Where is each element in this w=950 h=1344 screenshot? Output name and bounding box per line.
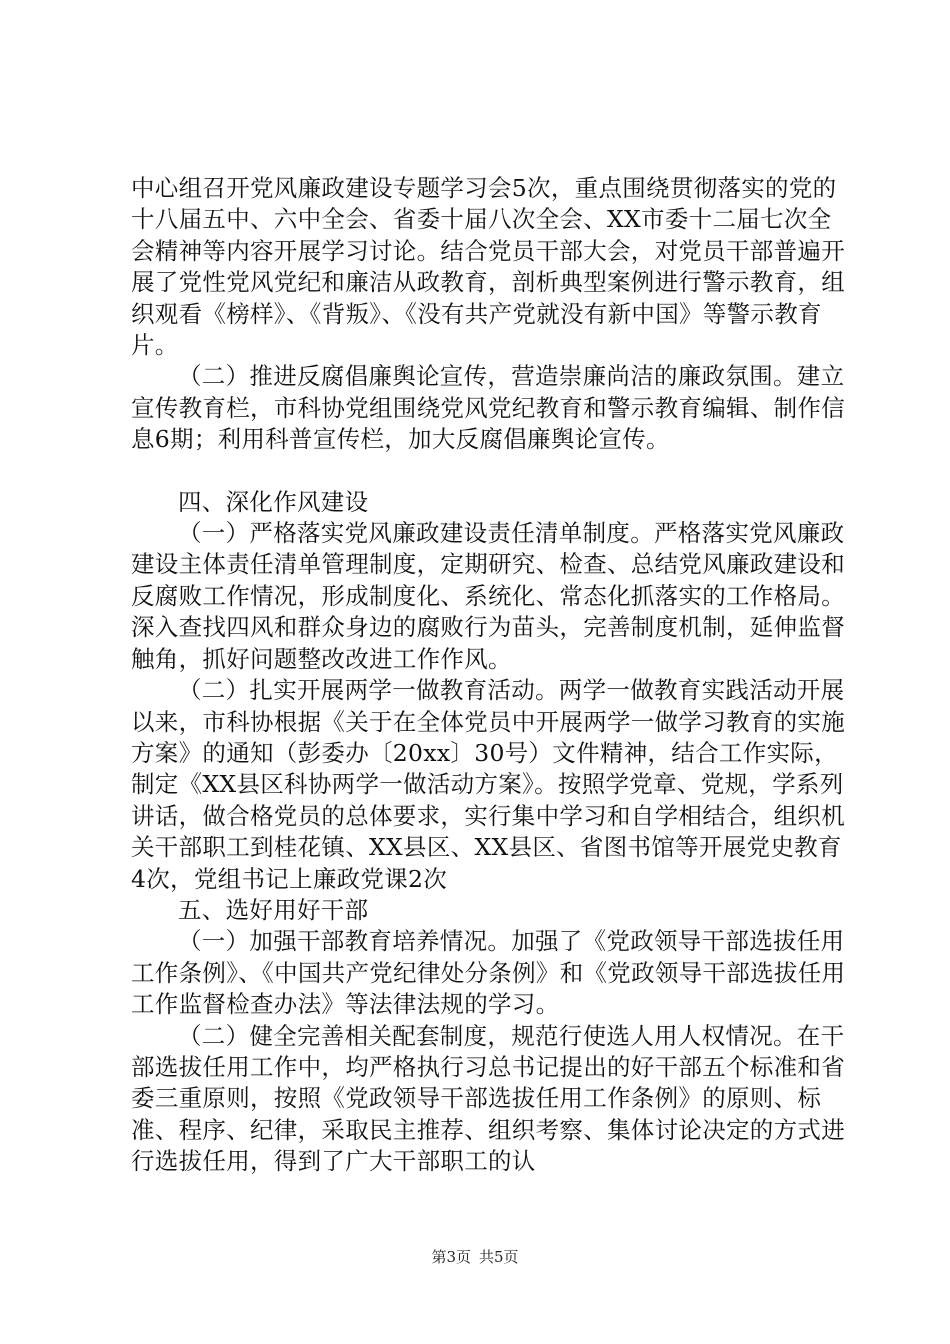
page-number-total: 共5页	[479, 1248, 519, 1266]
document-body	[131, 173, 847, 1178]
paragraph-anti-corruption-publicity: （二）推进反腐倡廉舆论宣传，营造崇廉尚洁的廉政氛围。建立宣传教育栏，市科协党组围绕党风党纪教育和警示教育编辑、制作信息6期；利用科普宣传栏，加大反腐倡廉舆论宣传。	[131, 362, 845, 454]
paragraph-two-studies-one-action: （二）扎实开展两学一做教育活动。两学一做教育实践活动开展以来，市科协根据《关于在全体党员中开展两学一做学习教育的实施方案》的通知（彭委办〔20xx〕30号）文件精神，结合工作实际，制定《XX县区科协两学一做活动方案》。按照学党章、党规，学系列讲话，做合格党员的总体要求，实行集中学习和自学相结合，组织机关干部职工到桂花镇、XX县区、XX县区、省图书馆等开展党史教育4次，党组书记上廉政党课2次	[131, 676, 845, 893]
paragraph-responsibility-list: （一）严格落实党风廉政建设责任清单制度。严格落实党风廉政建设主体责任清单管理制度，定期研究、检查、总结党风廉政建设和反腐败工作情况，形成制度化、系统化、常态化抓落实的工作格局。深入查找四风和群众身边的腐败行为苗头，完善制度机制，延伸监督触角，抓好问题整改改进工作作风。	[131, 519, 845, 673]
page-number-current: 第3页	[431, 1248, 471, 1266]
paragraph-cadre-selection-system: （二）健全完善相关配套制度，规范行使选人用人权情况。在干部选拔任用工作中，均严格执行习总书记提出的好干部五个标准和省委三重原则，按照《党政领导干部选拔任用工作条例》的原则、标准、程序、纪律，采取民主推荐、组织考察、集体讨论决定的方式进行选拔任用，得到了广大干部职工的认	[131, 1021, 845, 1176]
page-footer	[0, 1246, 950, 1267]
paragraph-study-sessions: 中心组召开党风廉政建设专题学习会5次，重点围绕贯彻落实的党的十八届五中、六中全会、省委十届八次全会、XX市委十二届七次全会精神等内容开展学习讨论。结合党员干部大会，对党员干部普遍开展了党性党风党纪和廉洁从政教育，剖析典型案例进行警示教育，组织观看《榜样》、《背叛》、《没有共产党就没有新中国》等警示教育片。	[131, 174, 845, 360]
section-heading-select-cadres: 五、选好用好干部	[178, 895, 369, 924]
paragraph-cadre-training: （一）加强干部教育培养情况。加强了《党政领导干部选拔任用工作条例》、《中国共产党纪律处分条例》和《党政领导干部选拔任用工作监督检查办法》等法律法规的学习。	[131, 927, 846, 1019]
section-heading-work-style: 四、深化作风建设	[178, 487, 369, 516]
